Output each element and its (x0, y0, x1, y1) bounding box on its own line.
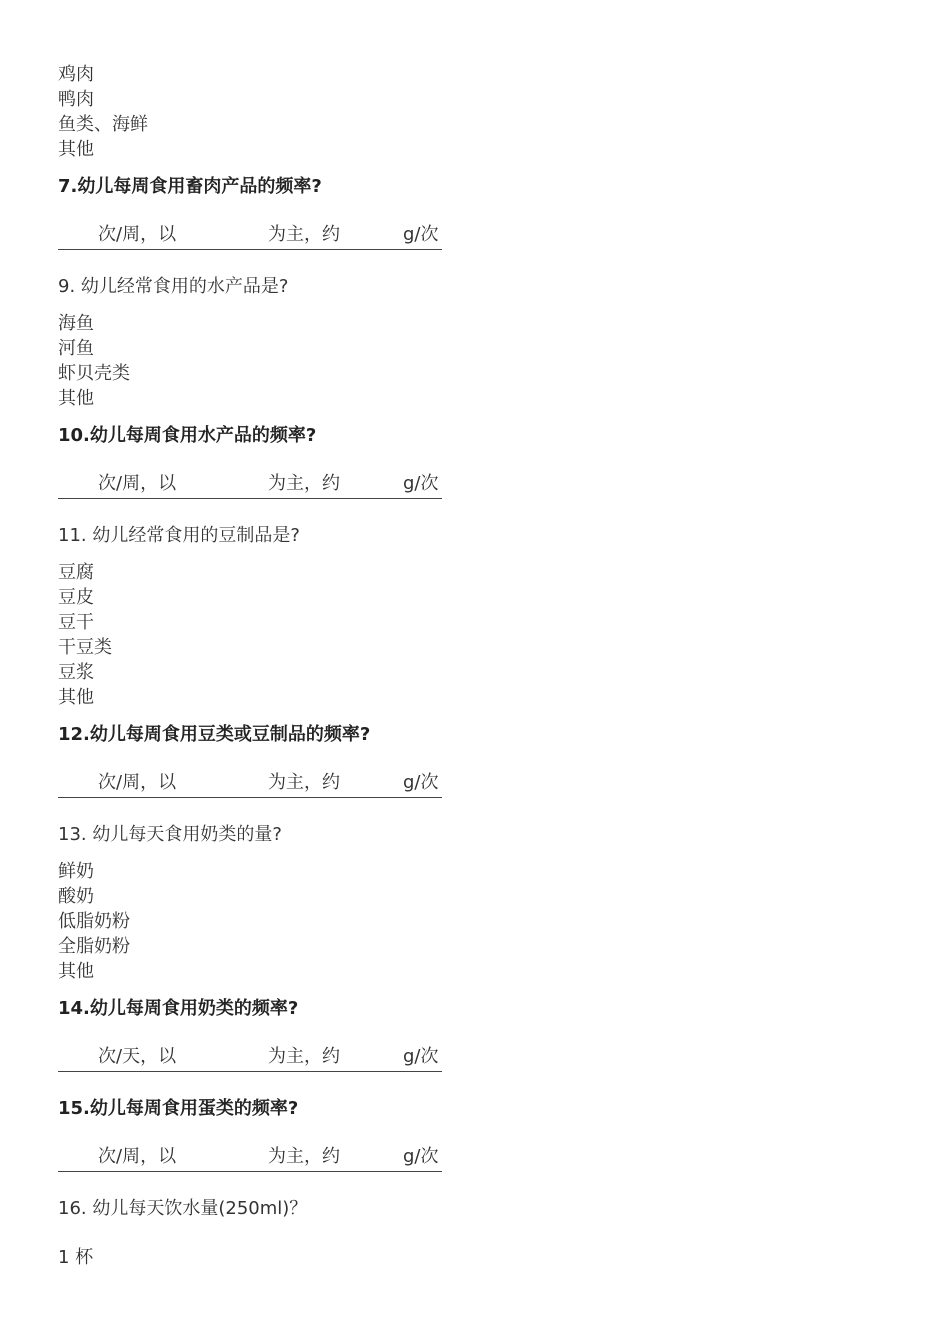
question-7-fill-in-line[interactable] (58, 223, 442, 250)
option-dry-beans: 干豆类 (58, 637, 112, 658)
fill-main-label: 为主，约 (268, 1146, 340, 1167)
fill-unit-label: g/次 (403, 1146, 439, 1167)
question-15-fill-in-line[interactable] (58, 1145, 442, 1172)
option-list-q11 (58, 560, 898, 710)
fill-main-label: 为主，约 (268, 1046, 340, 1067)
question-14-fill-in-line[interactable] (58, 1045, 442, 1072)
fill-main-label: 为主，约 (268, 772, 340, 793)
question-10-fill-in-line[interactable] (58, 472, 442, 499)
question-7-title: 7.幼儿每周食用畜肉产品的频率? (58, 176, 322, 197)
option-list-q13 (58, 859, 898, 984)
question-14-title: 14.幼儿每周食用奶类的频率? (58, 998, 299, 1019)
question-9-title: 9. 幼儿经常食用的水产品是? (58, 276, 289, 297)
fill-unit-label: g/次 (403, 772, 439, 793)
questionnaire-page (58, 62, 898, 1270)
option-other: 其他 (58, 687, 94, 708)
option-fish-seafood: 鱼类、海鲜 (58, 114, 148, 135)
fill-main-label: 为主，约 (268, 473, 340, 494)
question-12-title: 12.幼儿每周食用豆类或豆制品的频率? (58, 724, 371, 745)
option-duck: 鸭肉 (58, 89, 94, 110)
question-16-title: 16. 幼儿每天饮水量(250ml)？ (58, 1198, 308, 1219)
option-chicken: 鸡肉 (58, 64, 94, 85)
option-list-q16 (58, 1245, 898, 1270)
question-15-title: 15.幼儿每周食用蛋类的频率? (58, 1098, 299, 1119)
option-low-fat-milk-powder: 低脂奶粉 (58, 911, 130, 932)
fill-times-label: 次/周，以 (98, 224, 177, 245)
fill-unit-label: g/次 (403, 1046, 439, 1067)
fill-times-label: 次/天，以 (98, 1046, 177, 1067)
option-other: 其他 (58, 388, 94, 409)
fill-times-label: 次/周，以 (98, 473, 177, 494)
option-soy-milk: 豆浆 (58, 662, 94, 683)
option-list-q9 (58, 311, 898, 411)
option-tofu: 豆腐 (58, 562, 94, 583)
option-tofu-skin: 豆皮 (58, 587, 94, 608)
fill-times-label: 次/周，以 (98, 772, 177, 793)
option-sea-fish: 海鱼 (58, 313, 94, 334)
option-whole-milk-powder: 全脂奶粉 (58, 936, 130, 957)
question-11-title: 11. 幼儿经常食用的豆制品是? (58, 525, 300, 546)
question-13-title: 13. 幼儿每天食用奶类的量? (58, 824, 282, 845)
option-other: 其他 (58, 961, 94, 982)
option-other: 其他 (58, 139, 94, 160)
option-fresh-milk: 鲜奶 (58, 861, 94, 882)
option-yogurt: 酸奶 (58, 886, 94, 907)
fill-unit-label: g/次 (403, 224, 439, 245)
fill-unit-label: g/次 (403, 473, 439, 494)
option-river-fish: 河鱼 (58, 338, 94, 359)
question-10-title: 10.幼儿每周食用水产品的频率? (58, 425, 317, 446)
fill-main-label: 为主，约 (268, 224, 340, 245)
question-12-fill-in-line[interactable] (58, 771, 442, 798)
option-one-cup: 1 杯 (58, 1247, 94, 1268)
option-dried-tofu: 豆干 (58, 612, 94, 633)
option-shrimp-shellfish: 虾贝壳类 (58, 363, 130, 384)
option-list-meat-types (58, 62, 898, 162)
fill-times-label: 次/周，以 (98, 1146, 177, 1167)
